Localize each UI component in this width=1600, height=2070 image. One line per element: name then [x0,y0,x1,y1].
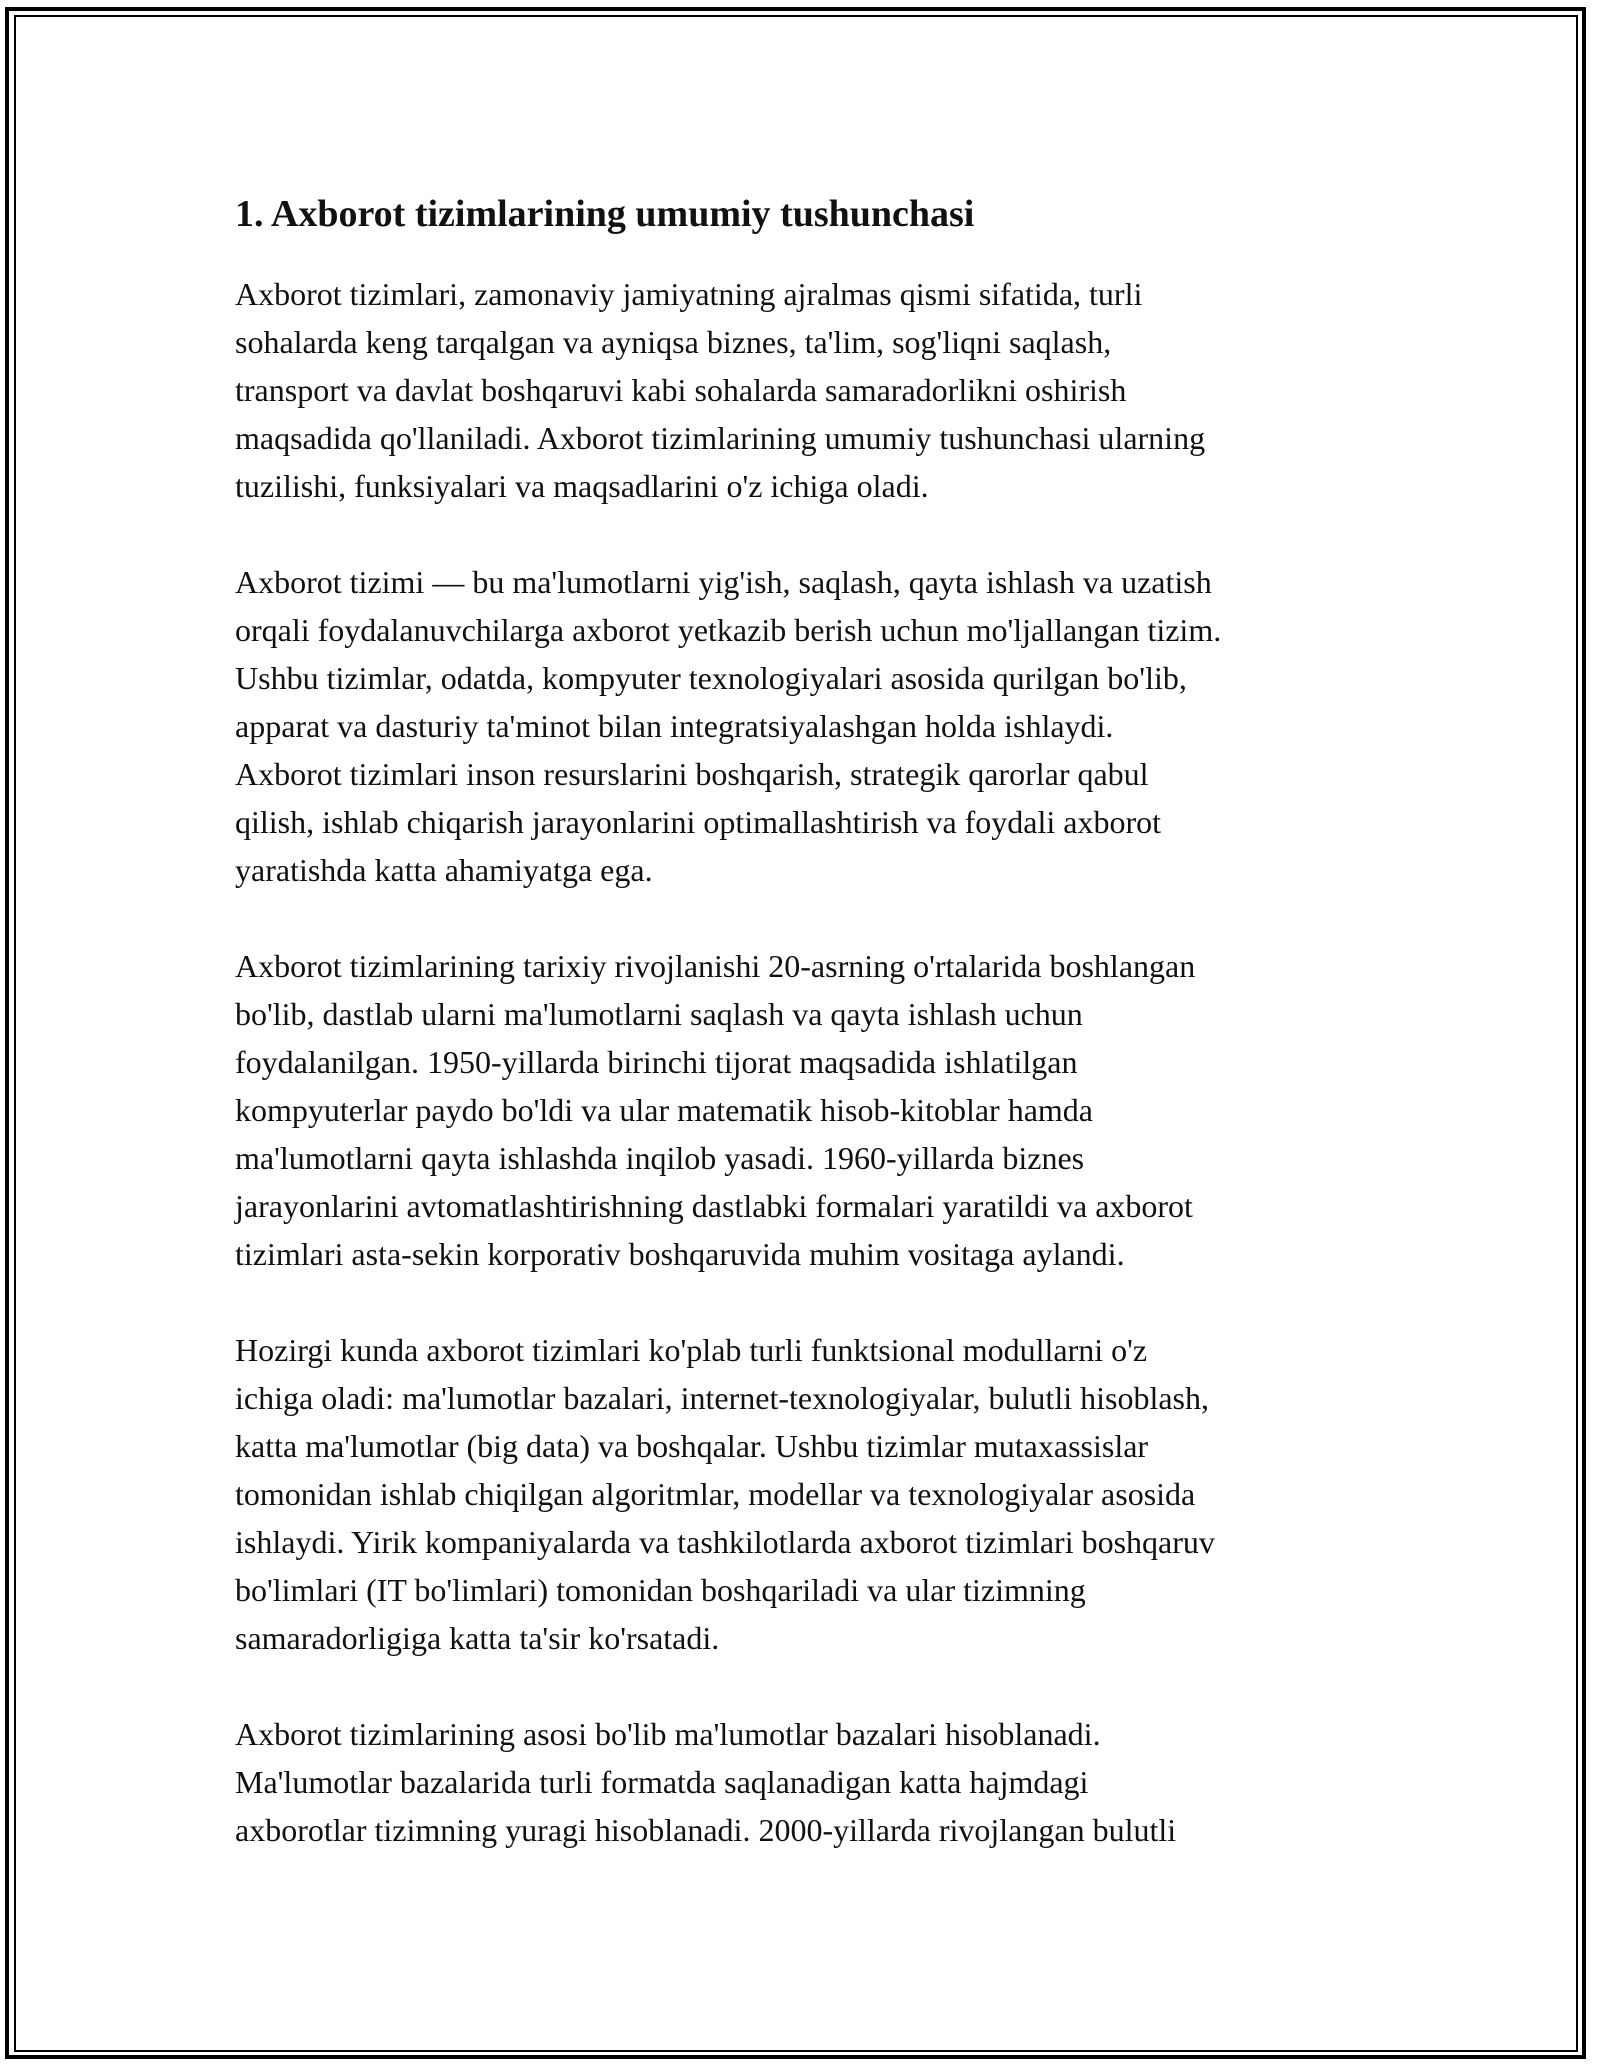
paragraph-1 [235,270,1385,510]
text-line: jarayonlarini avtomatlashtirishning dastlabki formalari yaratildi va axborot [235,1188,1193,1224]
text-line: yaratishda katta ahamiyatga ega. [235,852,653,888]
text-line: ma'lumotlarni qayta ishlashda inqilob yasadi. 1960-yillarda biznes [235,1140,1085,1176]
document-body [235,186,1385,1902]
text-line: orqali foydalanuvchilarga axborot yetkazib berish uchun mo'ljallangan tizim. [235,612,1222,648]
text-line: bo'lib, dastlab ularni ma'lumotlarni saqlash va qayta ishlash uchun [235,996,1083,1032]
text-line: bo'limlari (IT bo'limlari) tomonidan boshqariladi va ular tizimning [235,1572,1086,1608]
text-line: Axborot tizimlarining tarixiy rivojlanishi 20-asrning o'rtalarida boshlangan [235,948,1196,984]
text-line: qilish, ishlab chiqarish jarayonlarini optimallashtirish va foydali axborot [235,804,1162,840]
text-line: Axborot tizimlarining asosi bo'lib ma'lumotlar bazalari hisoblanadi. [235,1716,1101,1752]
text-line: tizimlari asta-sekin korporativ boshqaruvida muhim vositaga aylandi. [235,1236,1125,1272]
paragraph-5 [235,1710,1385,1854]
text-line: samaradorligiga katta ta'sir ko'rsatadi. [235,1620,720,1656]
text-line: transport va davlat boshqaruvi kabi sohalarda samaradorlikni oshirish [235,372,1127,408]
text-line: sohalarda keng tarqalgan va ayniqsa biznes, ta'lim, sog'liqni saqlash, [235,324,1112,360]
paragraph-2 [235,558,1385,894]
text-line: tomonidan ishlab chiqilgan algoritmlar, modellar va texnologiyalar asosida [235,1476,1196,1512]
text-line: Axborot tizimlari inson resurslarini boshqarish, strategik qarorlar qabul [235,756,1149,792]
section-heading: 1. Axborot tizimlarining umumiy tushunchasi [235,193,975,235]
paragraph-4 [235,1326,1385,1662]
paragraph-3 [235,942,1385,1278]
text-line: Hozirgi kunda axborot tizimlari ko'plab turli funktsional modullarni o'z [235,1332,1148,1368]
text-line: ichiga oladi: ma'lumotlar bazalari, internet-texnologiyalar, bulutli hisoblash, [235,1380,1209,1416]
text-line: Ushbu tizimlar, odatda, kompyuter texnologiyalari asosida qurilgan bo'lib, [235,660,1187,696]
text-line: Axborot tizimlari, zamonaviy jamiyatning ajralmas qismi sifatida, turli [235,276,1143,312]
text-line: kompyuterlar paydo bo'ldi va ular matematik hisob-kitoblar hamda [235,1092,1093,1128]
text-line: Axborot tizimi — bu ma'lumotlarni yig'ish, saqlash, qayta ishlash va uzatish [235,564,1212,600]
text-line: katta ma'lumotlar (big data) va boshqalar. Ushbu tizimlar mutaxassislar [235,1428,1149,1464]
text-line: tuzilishi, funksiyalari va maqsadlarini o'z ichiga oladi. [235,468,929,504]
text-line: maqsadida qo'llaniladi. Axborot tizimlarining umumiy tushunchasi ularning [235,420,1206,456]
text-line: foydalanilgan. 1950-yillarda birinchi tijorat maqsadida ishlatilgan [235,1044,1078,1080]
text-line: Ma'lumotlar bazalarida turli formatda saqlanadigan katta hajmdagi [235,1764,1089,1800]
text-line: apparat va dasturiy ta'minot bilan integratsiyalashgan holda ishlaydi. [235,708,1114,744]
text-line: axborotlar tizimning yuragi hisoblanadi. 2000-yillarda rivojlangan bulutli [235,1812,1177,1848]
text-line: ishlaydi. Yirik kompaniyalarda va tashkilotlarda axborot tizimlari boshqaruv [235,1524,1215,1560]
